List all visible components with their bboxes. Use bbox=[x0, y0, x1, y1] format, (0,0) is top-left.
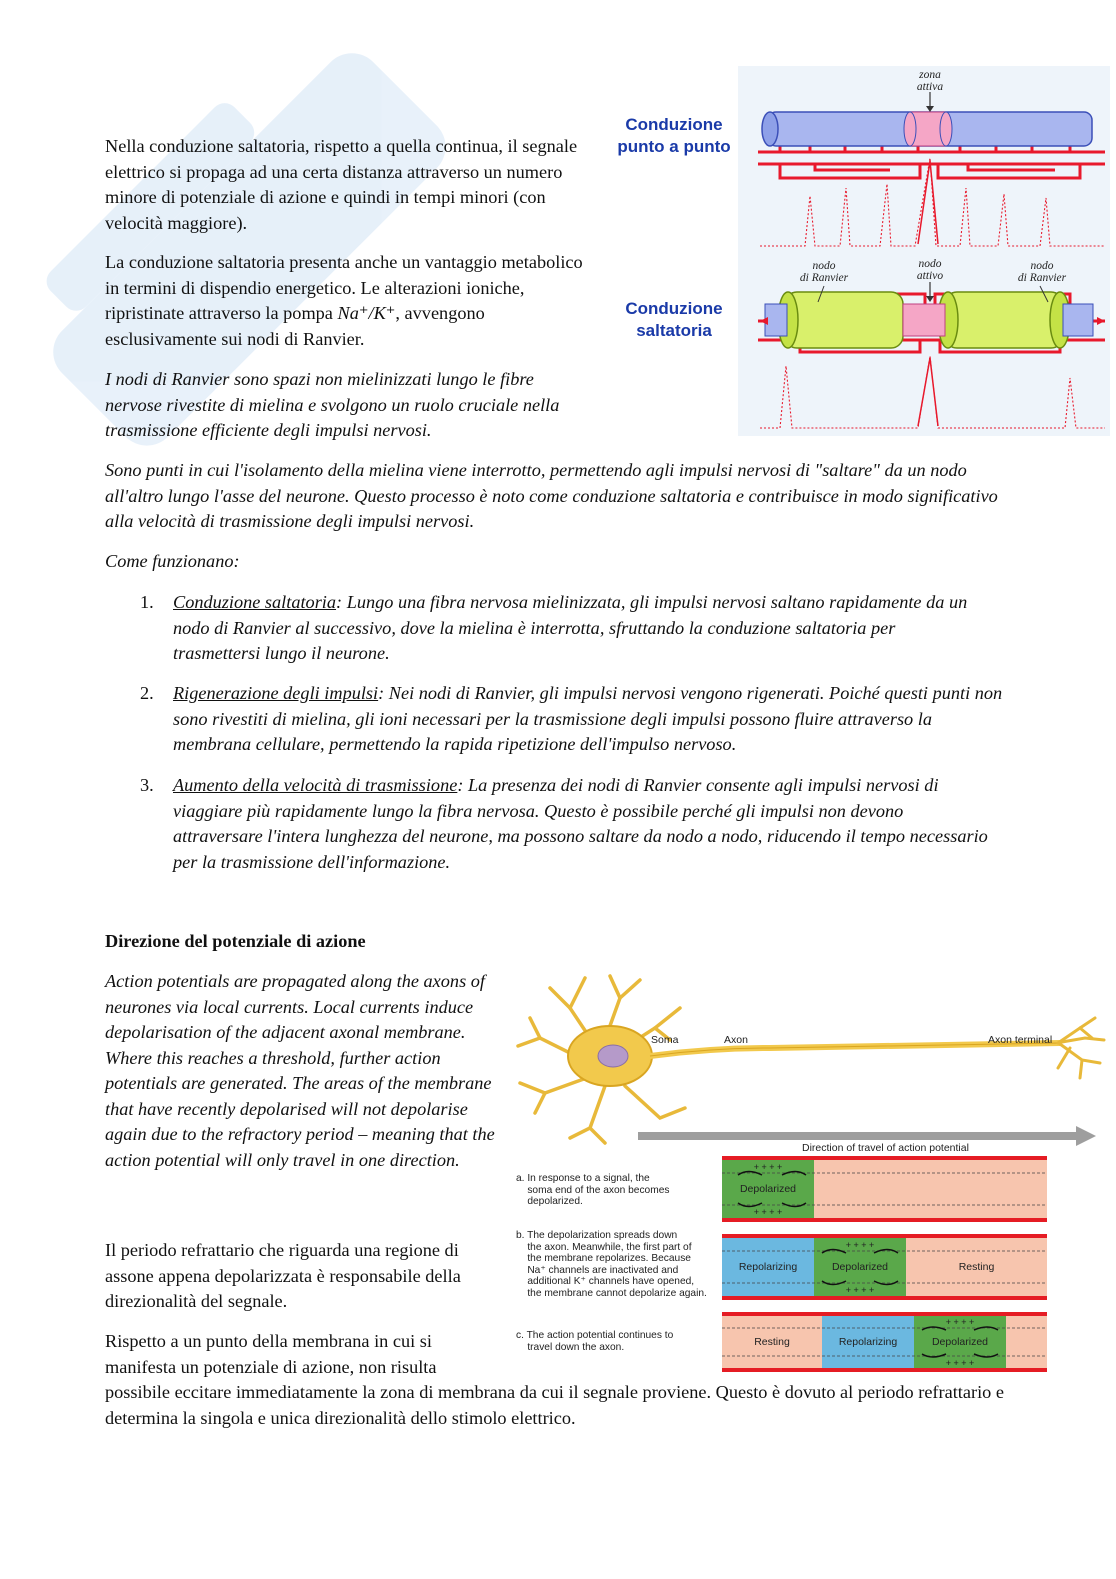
list-item bbox=[173, 773, 988, 875]
paragraph-metabolic-text-a: La conduzione saltatoria presenta anche un vantaggio metabolico in termini di dispendio energetico. Le alterazioni ioniche, ripristinate attraverso la pompa bbox=[105, 252, 583, 323]
charge-plus-row: + + + + bbox=[845, 1284, 875, 1295]
stage-c-depolarized: Depolarized bbox=[931, 1336, 989, 1348]
list-item-text: : Nei nodi di Ranvier, gli impulsi nervosi vengono rigenerati. Poiché questi punti non sono rivestiti di mielina, gli ioni necessari per la trasmissione degli impulsi possono fluire attraverso la membrana cellulare, permettendo la rapida ripetizione dell'impulso nervoso. bbox=[173, 683, 1003, 754]
list-number: 2. bbox=[140, 683, 154, 703]
paragraph-directionality-b: possibile eccitare immediatamente la zona di membrana da cui il segnale proviene. Questo è dovuto al periodo refrattario e determina la singola e unica direzionalità dello stimolo elettrico. bbox=[105, 1382, 1004, 1428]
sodium-potassium-formula: Na⁺/K⁺ bbox=[337, 303, 396, 323]
section-heading: Direzione del potenziale di azione bbox=[105, 931, 366, 951]
stage-c-resting: Resting bbox=[754, 1336, 790, 1348]
list-item-text: : Lungo una fibra nervosa mielinizzata, gli impulsi nervosi saltano rapidamente da un nodo di Ranvier al successivo, dove la mielina è interrotta, sfruttando la conduzione saltatoria per trasmettersi lungo il neurone. bbox=[173, 592, 968, 663]
paragraph-saltatory-speed: Nella conduzione saltatoria, rispetto a quella continua, il segnale elettrico si propaga ad una certa distanza attraverso un numero minore di potenziale di azione e quindi in tempi minori (con velocità maggiore). bbox=[105, 136, 578, 233]
stage-b-depolarized: Depolarized bbox=[831, 1261, 889, 1273]
stage-b-resting: Resting bbox=[958, 1261, 995, 1273]
list-item-title: Rigenerazione degli impulsi bbox=[173, 683, 379, 703]
list-number: 1. bbox=[140, 592, 154, 612]
paragraph-insulation: Sono punti in cui l'isolamento della mielina viene interrotto, permettendo agli impulsi nervosi di "saltare" da un nodo all'altro lungo l'asse del neurone. Questo processo è noto come conduzione saltatoria e contribuisce in modo significativo alla velocità di trasmissione degli impulsi nervosi. bbox=[105, 460, 998, 531]
list-item bbox=[173, 590, 983, 667]
charge-plus-row: + + + + bbox=[945, 1357, 975, 1368]
stage-a-text: a. In response to a signal, the soma end of the axon becomes depolarized. bbox=[516, 1173, 670, 1208]
label-ranvier-node-right: nodo di Ranvier bbox=[1017, 260, 1067, 284]
paragraph-refractory-period: Il periodo refrattario che riguarda una regione di assone appena depolarizzata è responsabile della direzionalità del segnale. bbox=[105, 1240, 461, 1311]
conduction-figure bbox=[600, 66, 1110, 436]
paragraph-how-they-work: Come funzionano: bbox=[105, 551, 240, 571]
stage-b-repolarizing: Repolarizing bbox=[738, 1261, 798, 1273]
charge-plus-row: + + + + bbox=[753, 1161, 783, 1172]
label-axon-terminal: Axon terminal bbox=[988, 1034, 1053, 1046]
stage-b-text: b. The depolarization spreads down the axon. Meanwhile, the first part of the membrane repolarizes. Because Na⁺ channels are inactivated and additional K⁺ channels have opened, the membrane cannot depolarize again. bbox=[516, 1230, 707, 1299]
paragraph-metabolic-text-b: , avvengono esclusivamente sui nodi di Ranvier. bbox=[105, 303, 485, 349]
list-item-title: Aumento della velocità di trasmissione bbox=[173, 775, 458, 795]
charge-plus-row: + + + + bbox=[945, 1316, 975, 1327]
label-axon: Axon bbox=[724, 1034, 748, 1046]
charge-plus-row: + + + + bbox=[753, 1206, 783, 1217]
stage-a-depolarized: Depolarized bbox=[739, 1183, 797, 1195]
label-ranvier-node-left: nodo di Ranvier bbox=[799, 260, 849, 284]
list-item-title: Conduzione saltatoria bbox=[173, 592, 337, 612]
list-item-text: : La presenza dei nodi di Ranvier consente agli impulsi nervosi di viaggiare più rapidamente lungo la fibra nervosa. Questo è possibile perché gli impulsi non devono attraversare l'intera lunghezza del neurone, ma possono saltare da nodo a nodo, riducendo il tempo necessario per la trasmissione dell'informazione. bbox=[173, 775, 988, 872]
label-active-node: nodo attivo bbox=[916, 258, 944, 282]
charge-plus-row: + + + + bbox=[845, 1239, 875, 1250]
label-active-zone: zona attiva bbox=[916, 69, 944, 93]
label-soma: Soma bbox=[651, 1034, 679, 1046]
label-point-to-point: Conduzione punto a punto bbox=[617, 115, 731, 156]
stage-c-text: c. The action potential continues to travel down the axon. bbox=[516, 1330, 674, 1353]
label-direction: Direction of travel of action potential bbox=[802, 1142, 969, 1154]
stage-c-repolarizing: Repolarizing bbox=[838, 1336, 898, 1348]
paragraph-ranvier-nodes: I nodi di Ranvier sono spazi non mielinizzati lungo le fibre nervose rivestite di mielina e svolgono un ruolo cruciale nella trasmissione efficiente degli impulsi nervosi. bbox=[105, 369, 560, 440]
list-number: 3. bbox=[140, 775, 154, 795]
paragraph-metabolic-advantage bbox=[105, 250, 600, 352]
label-saltatory: Conduzione saltatoria bbox=[625, 299, 723, 340]
paragraph-english-action-potentials: Action potentials are propagated along the axons of neurones via local currents. Local currents induce depolarisation of the adjacent axonal membrane. Where this reaches a threshold, further action potentials are generated. The areas of the membrane that have recently depolarised will not depolarise again due to the refractory period – meaning that the action potential will only travel in one direction. bbox=[105, 971, 495, 1170]
paragraph-directionality-a: Rispetto a un punto della membrana in cui si manifesta un potenziale di azione, non risulta bbox=[105, 1331, 437, 1377]
list-item bbox=[173, 681, 1008, 758]
action-potential-direction-figure bbox=[510, 968, 1106, 1378]
